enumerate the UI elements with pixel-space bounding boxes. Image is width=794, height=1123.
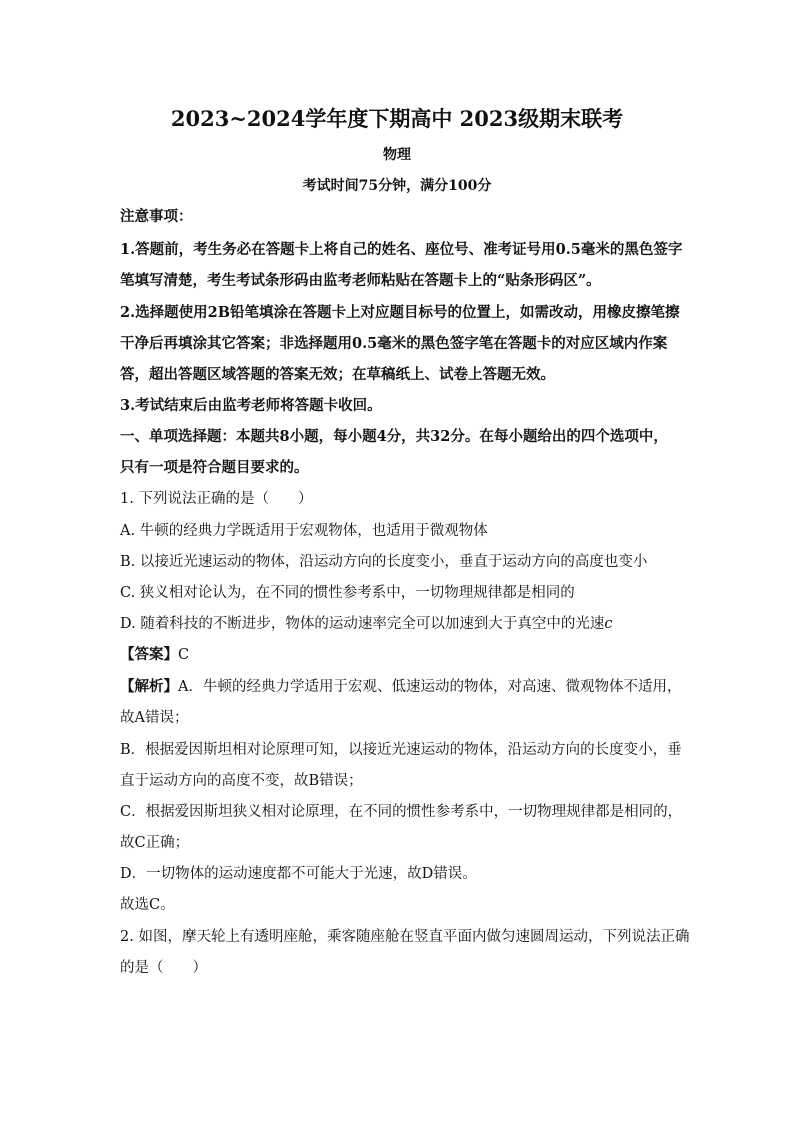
exam-title: 2023~2024学年度下期高中 2023级期末联考	[170, 106, 624, 131]
notice-line: 2.选择题使用2B铅笔填涂在答题卡上对应题目标号的位置上，如需改动，用橡皮擦笔擦	[120, 304, 680, 321]
question-stem: 2. 如图，摩天轮上有透明座舱，乘客随座舱在竖直平面内做匀速圆周运动，下列说法正确	[120, 929, 690, 945]
analysis-line: C．根据爱因斯坦狭义相对论原理，在不同的惯性参考系中，一切物理规律都是相同的，	[120, 804, 683, 820]
analysis-line: B．根据爱因斯坦相对论原理可知，以接近光速运动的物体，沿运动方向的长度变小，垂	[120, 742, 682, 758]
notice-line: 1.答题前，考生务必在答题卡上将自己的姓名、座位号、准考证号用0.5毫米的黑色签字	[120, 241, 683, 258]
option-a: A. 牛顿的经典力学既适用于宏观物体，也适用于微观物体	[120, 523, 488, 539]
option-d	[120, 614, 612, 634]
conclusion-line: 故选C。	[120, 897, 175, 913]
subject-label: 物理	[383, 147, 411, 163]
exam-info: 考试时间75分钟，满分100分	[302, 178, 492, 194]
option-d-text: D. 随着科技的不断进步，物体的运动速率完全可以加速到大于真空中的光速	[120, 616, 605, 632]
notice-line: 干净后再填涂其它答案；非选择题用0.5毫米的黑色签字笔在答题卡的对应区域内作案	[120, 335, 668, 352]
section-heading: 只有一项是符合题目要求的。	[120, 459, 309, 476]
analysis-line	[120, 677, 681, 697]
option-c: C. 狭义相对论认为，在不同的惯性参考系中，一切物理规律都是相同的	[120, 585, 575, 601]
notice-line: 笔填写清楚，考生考试条形码由监考老师粘贴在答题卡上的“贴条形码区”。	[120, 272, 601, 289]
answer-tag: 【答案】	[120, 646, 178, 663]
analysis-line: 故C正确；	[120, 835, 190, 851]
analysis-line: 直于运动方向的高度不变，故B错误；	[120, 773, 363, 789]
notice-line: 答，超出答题区域答题的答案无效；在草稿纸上、试卷上答题无效。	[120, 366, 555, 383]
question-stem: 1. 下列说法正确的是（ ）	[120, 491, 313, 507]
question-stem: 的是（ ）	[120, 960, 207, 976]
notice-heading: 注意事项：	[120, 208, 193, 225]
analysis-tag: 【解析】	[120, 678, 178, 695]
answer-value: C	[178, 647, 190, 663]
section-heading: 一、单项选择题：本题共8小题，每小题4分，共32分。在每小题给出的四个选项中，	[120, 428, 668, 445]
notice-line: 3.考试结束后由监考老师将答题卡收回。	[120, 397, 382, 414]
light-speed-symbol: c	[604, 616, 613, 632]
analysis-text: A．牛顿的经典力学适用于宏观、低速运动的物体，对高速、微观物体不适用，	[178, 679, 682, 695]
analysis-line: D．一切物体的运动速度都不可能大于光速，故D错误。	[120, 866, 477, 882]
analysis-line: 故A错误；	[120, 710, 189, 726]
answer-line	[120, 645, 189, 665]
option-b: B. 以接近光速运动的物体，沿运动方向的长度变小，垂直于运动方向的高度也变小	[120, 554, 648, 570]
